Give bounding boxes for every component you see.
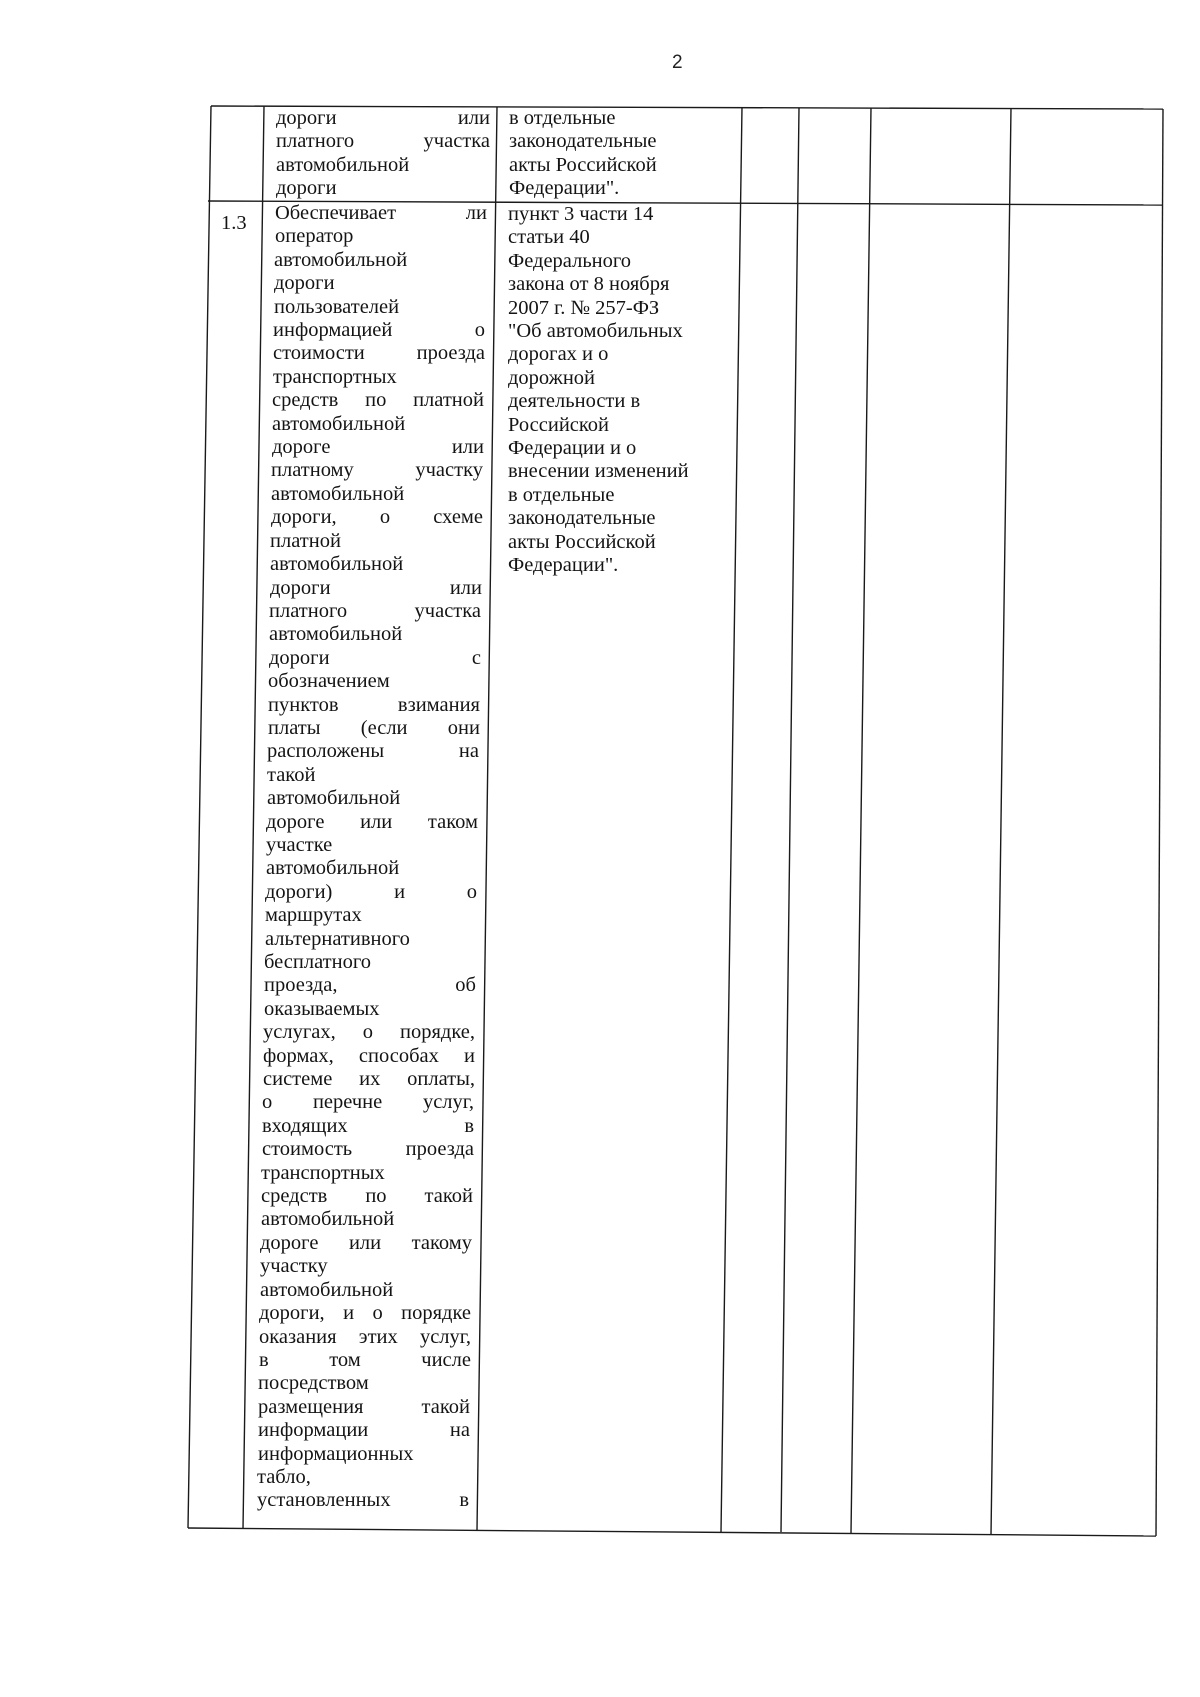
text-line: участку	[260, 1255, 328, 1278]
text-line: автомобильной	[270, 553, 404, 576]
text-line: платной	[270, 529, 341, 552]
continuation-basis-cell	[509, 107, 734, 201]
text-line: законодательные	[508, 507, 656, 530]
text-line: Федерации и о	[508, 437, 637, 460]
text-line: Федерации".	[509, 177, 620, 200]
text-line: оператор	[275, 225, 354, 248]
text-line: обозначением	[268, 670, 390, 693]
text-line: такой	[267, 763, 316, 786]
text-line: автомобильной	[266, 857, 400, 880]
text-line: о перечне услуг,	[262, 1091, 474, 1114]
question-cell	[257, 202, 487, 1513]
text-line: информацией о	[273, 319, 485, 342]
text-line: входящих в	[262, 1114, 474, 1137]
text-line: автомобильной	[274, 248, 408, 271]
row-number: 1.3	[221, 212, 247, 234]
text-line: посредством	[258, 1372, 369, 1395]
text-line: проезда, об	[264, 974, 476, 997]
text-line: автомобильной	[267, 787, 401, 810]
text-line: дороге или такому	[260, 1231, 472, 1254]
text-line: акты Российской	[509, 153, 657, 176]
text-line: дороги) и о	[265, 880, 477, 903]
text-line: бесплатного	[264, 951, 371, 973]
legal-basis-cell	[508, 203, 738, 578]
text-line: дороги, и о порядке	[259, 1302, 471, 1325]
text-line: автомобильной	[271, 482, 405, 505]
text-line: в отдельные	[508, 483, 615, 506]
text-line: информационных	[258, 1442, 414, 1465]
text-line: автомобильной	[272, 412, 406, 435]
text-line: стоимости проезда	[273, 342, 485, 365]
text-line: дороги или	[270, 576, 482, 599]
text-line: акты Российской	[508, 530, 656, 553]
text-line: дороге или таком	[266, 810, 478, 833]
text-line: системе их оплаты,	[263, 1068, 475, 1091]
text-line: оказания этих услуг,	[259, 1325, 471, 1348]
text-line: автомобильной	[276, 153, 410, 176]
text-line: дороги	[276, 177, 337, 200]
text-line: платному участку	[271, 459, 483, 482]
text-line: дороги, о схеме	[271, 506, 483, 529]
text-line: оказываемых	[264, 997, 380, 1020]
text-line: "Об автомобильных	[508, 320, 683, 343]
text-line: транспортных	[261, 1161, 385, 1184]
text-line: Российской	[508, 413, 610, 436]
text-line: статьи 40	[508, 226, 590, 249]
text-line: средств по платной	[272, 389, 484, 412]
text-line: пользователей	[274, 295, 400, 318]
text-line: расположены на	[267, 740, 479, 763]
text-line: стоимость проезда	[262, 1138, 474, 1161]
text-line: дорожной	[508, 366, 596, 389]
text-line: альтернативного	[265, 927, 410, 950]
text-line: Обеспечивает ли	[275, 202, 487, 224]
text-line: автомобильной	[269, 623, 403, 646]
text-line: платного участка	[276, 130, 490, 153]
text-line: участке	[266, 833, 333, 856]
text-line: установленных в	[257, 1489, 469, 1512]
text-line: дороге или	[272, 436, 484, 459]
text-line: деятельности в	[508, 390, 641, 413]
page-number: 2	[672, 52, 683, 73]
text-line: дорогах и о	[508, 343, 609, 366]
text-line: платного участка	[269, 599, 481, 622]
text-line: маршрутах	[265, 904, 362, 927]
text-line: Федерального	[508, 249, 632, 272]
text-line: законодательные	[509, 130, 657, 153]
text-line: закона от 8 ноября	[508, 273, 670, 296]
text-line: в том числе	[259, 1348, 471, 1371]
text-line: услугах, о порядке,	[263, 1021, 475, 1044]
text-line: автомобильной	[261, 1208, 395, 1231]
text-line: Федерации".	[508, 554, 619, 577]
text-line: дороги с	[269, 646, 481, 669]
continuation-question-cell	[276, 107, 490, 201]
text-line: пункт 3 части 14	[508, 203, 654, 225]
text-line: в отдельные	[509, 107, 616, 129]
text-line: информации на	[258, 1419, 470, 1442]
text-line: транспортных	[273, 365, 397, 388]
text-line: платы (если они	[268, 716, 480, 739]
text-line: внесении изменений	[508, 460, 689, 483]
text-line: пунктов взимания	[268, 693, 480, 716]
text-line: 2007 г. № 257-ФЗ	[508, 296, 660, 319]
text-line: автомобильной	[260, 1278, 394, 1301]
text-line: дороги	[274, 272, 335, 295]
text-line: дороги или	[276, 107, 490, 129]
text-line: средств по такой	[261, 1185, 473, 1208]
text-line: табло,	[257, 1465, 311, 1488]
text-line: формах, способах и	[263, 1044, 475, 1067]
text-line: размещения такой	[258, 1395, 470, 1418]
